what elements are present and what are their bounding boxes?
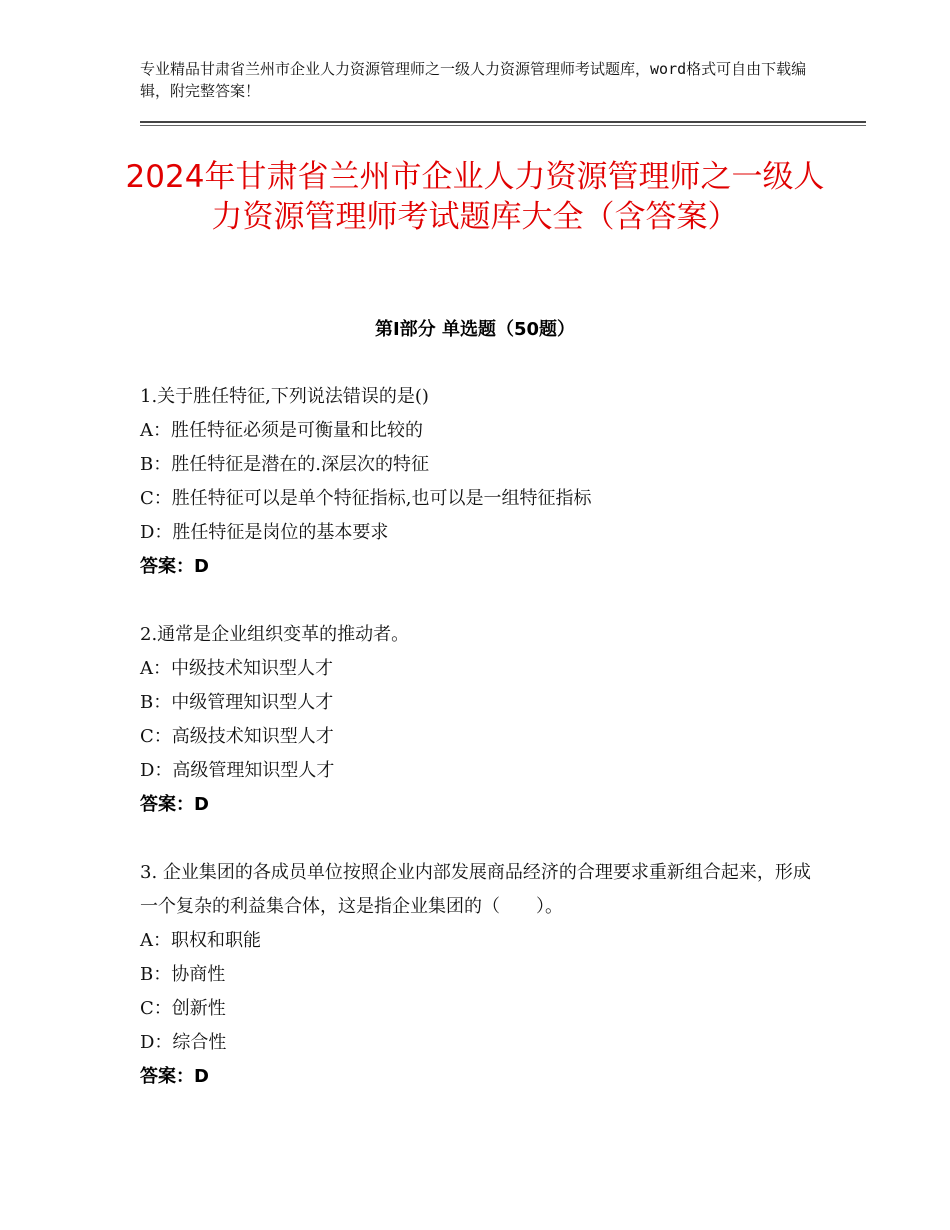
option-b: B：中级管理知识型人才 — [140, 692, 334, 713]
option-d: D：胜任特征是岗位的基本要求 — [140, 522, 389, 543]
option-b: B：胜任特征是潜在的.深层次的特征 — [140, 454, 429, 475]
answer: 答案：D — [140, 794, 209, 815]
question-stem: 2.通常是企业组织变革的推动者。 — [140, 624, 410, 645]
answer: 答案：D — [140, 556, 209, 577]
document-title: 2024年甘肃省兰州市企业人力资源管理师之一级人力资源管理师考试题库大全（含答案） — [125, 159, 825, 235]
answer: 答案：D — [140, 1066, 209, 1087]
question-stem: 1.关于胜任特征,下列说法错误的是() — [140, 386, 429, 407]
question-3 — [140, 856, 820, 1094]
option-b: B：协商性 — [140, 964, 226, 985]
option-a: A：中级技术知识型人才 — [140, 658, 333, 679]
option-d: D：综合性 — [140, 1032, 227, 1053]
option-c: C：创新性 — [140, 998, 226, 1019]
option-d: D：高级管理知识型人才 — [140, 760, 335, 781]
option-a: A：职权和职能 — [140, 930, 261, 951]
option-a: A：胜任特征必须是可衡量和比较的 — [140, 420, 423, 441]
header-note: 专业精品甘肃省兰州市企业人力资源管理师之一级人力资源管理师考试题库，word格式可自由下载编辑，附完整答案！ — [140, 60, 807, 100]
option-c: C：高级技术知识型人才 — [140, 726, 334, 747]
section-title: 第Ⅰ部分 单选题（50题） — [374, 319, 575, 340]
header-rule-thin — [140, 125, 866, 126]
header-rule-thick — [140, 121, 866, 123]
question-stem: 3. 企业集团的各成员单位按照企业内部发展商品经济的合理要求重新组合起来，形成一个复杂的利益集合体，这是指企业集团的（ ）。 — [140, 862, 811, 917]
question-1 — [140, 380, 820, 584]
option-c: C：胜任特征可以是单个特征指标,也可以是一组特征指标 — [140, 488, 592, 509]
question-list — [140, 380, 820, 1128]
question-2 — [140, 618, 820, 822]
